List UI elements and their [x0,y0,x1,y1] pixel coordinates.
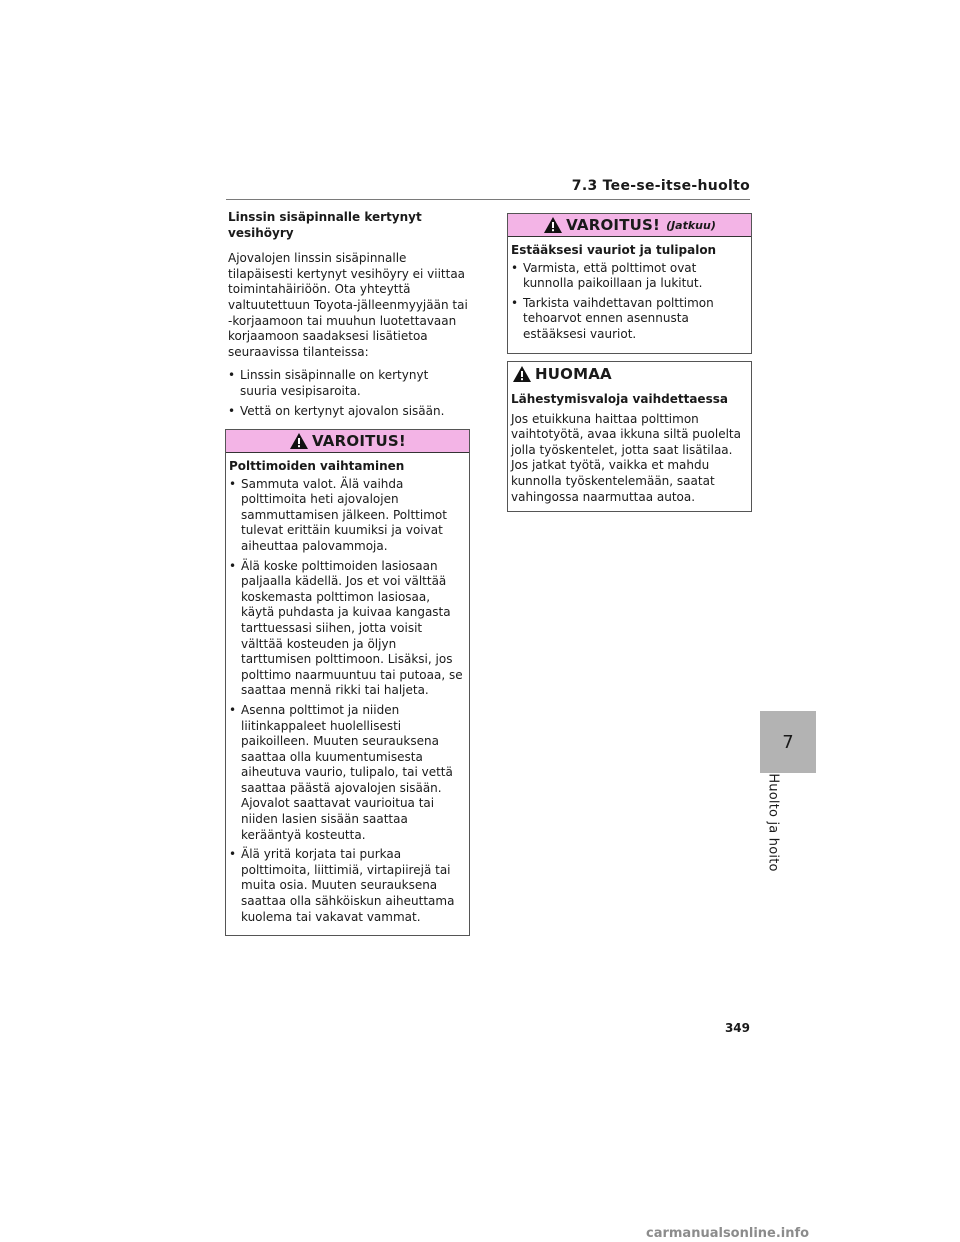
list-item [228,404,468,420]
warning-box-header [226,430,469,453]
notice-box-header [508,362,751,386]
page-header-title: 7.3 Tee-se-itse-huolto [571,178,750,194]
bullet-glyph: • [511,295,519,310]
warning-triangle-icon [289,432,309,450]
bullet-glyph: • [229,476,237,491]
warning-continued-label: VAROITUS! [566,216,661,234]
chapter-tab [760,711,816,773]
section-heading-line2: vesihöyry [228,225,294,240]
list-item [229,703,465,843]
list-item-text: Älä koske polttimoiden lasiosaan paljaalla kädellä. Jos et voi välttää koskemasta polttimon lasiosaa, käytä puhdasta ja kuivaa kangasta tarttuessasi siihen, jotta voisit välttää kosteuden ja öljyn tarttumisen polttimoon. Lisäksi, jos polttimo naarmuuntuu tai putoaa, se saattaa mennä rikki tai haljeta. [241,558,463,698]
warning-continued-title: Estääksesi vauriot ja tulipalon [511,243,717,257]
bullet-glyph: • [511,260,519,275]
list-item [228,368,468,399]
list-item-text: Vettä on kertynyt ajovalon sisään. [240,403,445,418]
warning-continued-list [511,261,747,343]
bullet-glyph: • [229,847,237,862]
section-heading [228,210,468,241]
warning-triangle-icon [543,216,563,234]
bullet-glyph: • [229,558,237,573]
section-heading-line1: Linssin sisäpinnalle kertynyt [228,210,422,224]
notice-box-label: HUOMAA [535,365,612,383]
list-item [511,296,747,343]
section-bullets [228,368,468,419]
warning-continued-sublabel: (Jatkuu) [666,218,716,232]
page-number: 349 [724,1021,750,1035]
bullet-glyph: • [228,368,236,383]
notice-triangle-icon [512,365,532,383]
bullet-glyph: • [228,403,236,418]
left-column [228,210,468,423]
warning-box-title: Polttimoiden vaihtaminen [229,459,405,473]
list-item [229,559,465,699]
list-item-text: Sammuta valot. Älä vaihda polttimoita heti ajovalojen sammuttamisen jälkeen. Polttimot tulevat erittäin kuumiksi ja voivat aiheuttaa palovammoja. [241,476,447,553]
list-item-text: Tarkista vaihdettavan polttimon tehoarvot ennen asennusta estääksesi vauriot. [523,295,714,341]
warning-continued-box [507,213,752,354]
chapter-tab-number: 7 [782,731,794,753]
notice-box-text: Jos etuikkuna haittaa polttimon vaihtotyötä, avaa ikkuna siltä puolelta jolla työskentelet, jotta saat lisätilaa. Jos jatkat työtä, vaikka et mahdu kunnolla työskentelemään, saatat vahingossa naarmuttaa autoa. [511,411,741,504]
notice-box-body [508,386,751,511]
list-item [229,847,465,925]
notice-box [507,361,752,512]
warning-box-list [229,477,465,926]
list-item [229,477,465,555]
warning-box-label: VAROITUS! [312,432,406,450]
notice-box-title: Lähestymisvaloja vaihdettaessa [511,392,728,406]
section-paragraph: Ajovalojen linssin sisäpinnalle tilapäisesti kertynyt vesihöyry ei viittaa toimintahäiriöön. Ota yhteyttä valtuutettuun Toyota-jälleenmyyjään tai -korjaamoon tai muuhun luotettavaan korjaamoon saadaksesi lisätietoa seuraavissa tilanteissa: [228,251,468,359]
list-item [511,261,747,292]
header-rule [226,199,750,200]
list-item-text: Älä yritä korjata tai purkaa polttimoita, liittimiä, virtapiirejä tai muita osia. Muuten seurauksena saattaa olla sähköiskun aiheuttama kuolema tai vakavat vammat. [241,847,455,924]
chapter-label [762,775,784,870]
watermark: carmanualsonline.info [646,1226,810,1241]
warning-box [225,429,470,936]
list-item-text: Linssin sisäpinnalle on kertynyt suuria vesipisaroita. [240,368,429,398]
chapter-label-text: Huolto ja hoito [765,773,781,872]
bullet-glyph: • [229,702,237,717]
warning-box-body [226,453,469,935]
warning-continued-body [508,237,751,353]
list-item-text: Varmista, että polttimot ovat kunnolla paikoillaan ja lukitut. [523,260,703,291]
warning-continued-header [508,214,751,237]
list-item-text: Asenna polttimot ja niiden liitinkappaleet huolellisesti paikoilleen. Muuten seurauksena saattaa olla kuumentumisesta aiheutuva vaurio, tulipalo, tai vettä saattaa päästä ajovalojen sisään. Ajovalot saattavat vaurioitua tai niiden lasien sisään saattaa kerääntyä kosteutta. [241,702,453,842]
